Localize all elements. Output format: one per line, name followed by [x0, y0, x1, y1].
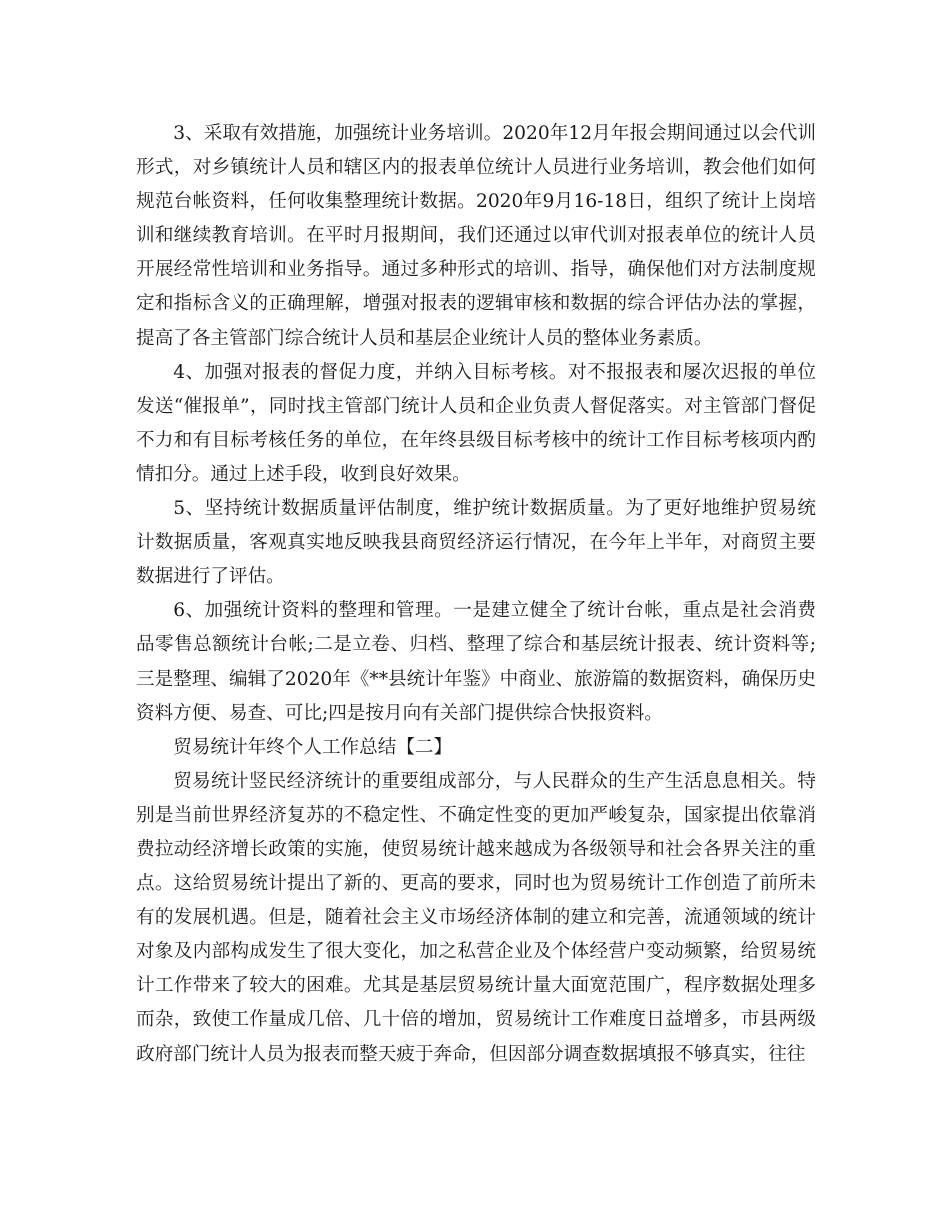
paragraph-quality-assessment: 5、坚持统计数据质量评估制度，维护统计数据质量。为了更好地维护贸易统计数据质量，客观真实地反映我县商贸经济运行情况，在今年上半年，对商贸主要数据进行了评估。	[136, 498, 816, 588]
document-body	[136, 117, 816, 1072]
paragraph-data-management: 6、加强统计资料的整理和管理。一是建立健全了统计台帐，重点是社会消费品零售总额统计台帐;二是立卷、归档、整理了综合和基层统计报表、统计资料等;三是整理、编辑了2020年《**县统计年鉴》中商业、旅游篇的数据资料，确保历史资料方便、易查、可比;四是按月向有关部门提供综合快报资料。	[136, 600, 816, 724]
section-heading: 贸易统计年终个人工作总结【二】	[173, 736, 453, 758]
paragraph-trade-statistics: 贸易统计竖民经济统计的重要组成部分，与人民群众的生产生活息息相关。特别是当前世界经济复苏的不稳定性、不确定性变的更加严峻复杂，国家提出依靠消费拉动经济增长政策的实施，使贸易统计越来越成为各级领导和社会各界关注的重点。这给贸易统计提出了新的、更高的要求，同时也为贸易统计工作创造了前所未有的发展机遇。但是，随着社会主义市场经济体制的建立和完善，流通领域的统计对象及内部构成发生了很大变化，加之私营企业及个体经营户变动频繁，给贸易统计工作带来了较大的困难。尤其是基层贸易统计量大面宽范围广，程序数据处理多而杂，致使工作量成几倍、几十倍的增加，贸易统计工作难度日益增多，市县两级政府部门统计人员为报表而整天疲于奔命，但因部分调查数据填报不够真实，往往	[136, 770, 816, 1065]
paragraph-supervision: 4、加强对报表的督促力度，并纳入目标考核。对不报报表和屡次迟报的单位发送“催报单”，同时找主管部门统计人员和企业负责人督促落实。对主管部门督促不力和有目标考核任务的单位，在年终县级目标考核中的统计工作目标考核项内酌情扣分。通过上述手段，收到良好效果。	[136, 361, 816, 485]
paragraph-training: 3、采取有效措施，加强统计业务培训。2020年12月年报会期间通过以会代训形式，对乡镇统计人员和辖区内的报表单位统计人员进行业务培训，教会他们如何规范台帐资料，任何收集整理统计数据。2020年9月16-18日，组织了统计上岗培训和继续教育培训。在平时月报期间，我们还通过以审代训对报表单位的统计人员开展经常性培训和业务指导。通过多种形式的培训、指导，确保他们对方法制度规定和指标含义的正确理解，增强对报表的逻辑审核和数据的综合评估办法的掌握，提高了各主管部门综合统计人员和基层企业统计人员的整体业务素质。	[136, 123, 816, 349]
